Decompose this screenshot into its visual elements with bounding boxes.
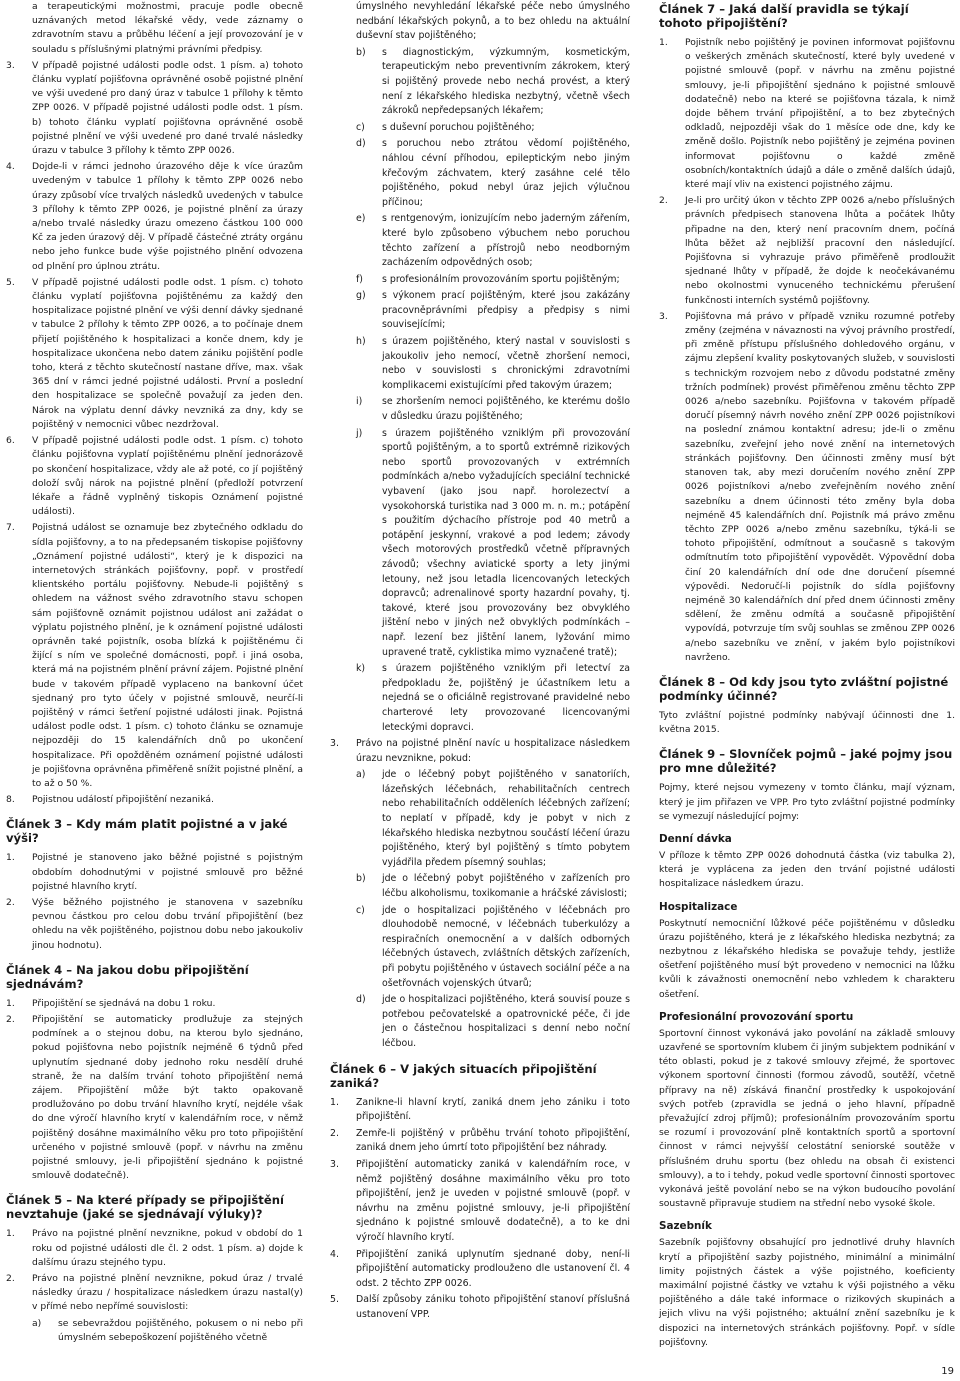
term-title: Denní dávka [659, 832, 732, 845]
sub-item [356, 121, 630, 136]
list-item-text: Pojistná událost se oznamuje bez zbytečného odkladu do sídla pojišťovny, a to na předepsaném tiskopise pojišťovny „Oznámení pojistné události“, který je k dispozici na internetových stránkách pojišťovny, popř. v prostředí klientského portálu pojišťovny. Nebude-li pojištěný s ohledem na vážnost svého zdravotního stavu schopen sám pojišťovně oznámit pojistnou událost ani zažádat o výplatu pojistného plnění, je k oznámení pojistné události oprávněn také pojistník, osoba blízká k pojištěnému či žijící s ním ve společné domácnosti, popř. i jiná osoba, která má na pojistném plnění právní zájem. Pojistné plnění bude v takovém případě vyplaceno na bankovní účet sjednaný pro tyto účely v pojistné smlouvě, neurčí-li pojištěný v rámci šetření pojistné události jinak. Pojistná událost podle odst. 1 písm. c) tohoto článku se oznamuje nejpozději do 15 kalendářních dnů po ukončení hospitalizace. Při opožděném oznámení pojistné události je pojišťovna oprávněna přiměřeně snížit pojistné plnění, a to až o 50 %. [32, 522, 303, 789]
list-item-text: Pojistník nebo pojištěný je povinen informovat pojišťovnu o veškerých změnách skutečností, které byly uvedené v pojistné smlouvě (popř. v návrhu na změnu pojistné smlouvy, je-li připojištění sjednáno k pojistné smlouvě dodatečně) nebo na které se pojišťovna tázala, k nimž dojde během trvání připojištění, a to bez zbytečných odkladů, nejpozději však do 1 měsíce ode dne, kdy ke změně došlo. Pojistník nebo pojištěný je zejména povinen informovat pojišťovnu o každé změně osobních/kontaktních údajů a dále o změně dalších údajů, které mají vliv na existenci pojistného zájmu. [685, 37, 955, 191]
sub-item-letter: i) [356, 396, 363, 408]
column-right [659, 0, 955, 1352]
list-item-text: Další způsoby zániku tohoto připojištění stanoví příslušná ustanovení VPP. [356, 1294, 630, 1320]
section-heading: Článek 6 – V jakých situacích připojištění zaniká? [330, 1061, 597, 1090]
list-item-number: 5. [6, 276, 15, 288]
paragraph: úmyslného nevyhledání lékařské péče nebo úmyslného nedbání lékařských pokynů, a to bez ohledu na aktuální duševní stav pojištěného; [356, 1, 630, 42]
sub-item [356, 46, 630, 119]
list-item [6, 793, 303, 807]
section-heading: Článek 4 – Na jakou dobu připojištění sjednávám? [6, 962, 249, 991]
list-item-number: 2. [6, 896, 15, 908]
sub-item [356, 427, 630, 661]
sub-item-text: se sebevraždou pojištěného, pokusem o ni nebo při úmyslném sebepoškození pojištěného včetně [58, 1317, 303, 1343]
sub-item-text: jde o hospitalizaci pojištěného v léčebnách pro dlouhodobě nemocné, v léčebnách tuberkulózy a respiračních onemocnění a v dalších odborných léčebných ústavech, zvláštních dětských zařízeních, při pobytu pojištěného v ústavech sociální péče a na ošetřovnách vojenských útvarů; [382, 904, 630, 989]
sub-item-letter: c) [356, 904, 365, 916]
list-item-number: 3. [659, 310, 668, 322]
list-item-text: Právo na pojistné plnění navíc u hospitalizace následkem úrazu nevznikne, pokud: [356, 738, 630, 764]
list-item [659, 310, 955, 665]
sub-item-text: s profesionálním provozováním sportu pojištěným; [382, 273, 620, 285]
sub-item [356, 273, 630, 288]
sub-item-letter: g) [356, 290, 366, 302]
sub-item-text: s úrazem pojištěného, který nastal v souvislosti s jakoukoliv jeho nemocí, včetně zhoršení nemoci, nebo v souvislosti s chronickými zdravotními komplikacemi existujícími před takovým úrazem; [382, 336, 630, 391]
sub-item-letter: j) [356, 427, 363, 439]
list-item-text: Výše běžného pojistného je stanovena v sazebníku pevnou částkou pro celou dobu trvání připojištění (bez ohledu na věk pojištěného, pojistnou dobu nebo jakoukoliv jinou hodnotu). [32, 896, 303, 951]
sub-item-text: s rentgenovým, ionizujícím nebo jaderným zářením, které bylo způsobeno výbuchem nebo poruchou těchto zařízení a přístrojů nebo neodborným zacházením odpovědných osob; [382, 213, 630, 269]
paragraph: a terapeutickými možnostmi, pracuje podle obecně uznávaných metod lékařské vědy, vede záznamy o zdravotním stavu a průběhu léčení a její provozování je v souladu s příslušnými platnými právními předpisy. [32, 1, 303, 55]
sub-item [356, 993, 630, 1051]
list-item-number: 5. [330, 1294, 339, 1306]
term-title: Sazebník [659, 1220, 712, 1233]
list-item [330, 1248, 630, 1292]
sub-item [356, 289, 630, 333]
list-item [6, 851, 303, 894]
list-item-number: 3. [330, 738, 339, 750]
list-item-text: Připojištění se automaticky prodlužuje za stejných podmínek a o stejnou dobu, na kterou bylo sjednáno, pokud pojišťovna nebo pojistník nejméně 6 týdnů před uplynutím sjednané doby jednoho roku nesdělí druhé straně, že na dalším trvání tohoto připojištění nemá zájem. Připojištění může být takto opakovaně prodlužováno po dobu trvání hlavního krytí, nejdéle však do dne výročí hlavního krytí v kalendářním roce, v němž pojištěný dosáhne maximálního věku pro toto připojištění určeného v pojistné smlouvě (popř. v návrhu na změnu pojistné smlouvy, je-li připojištění sjednáno k pojistné smlouvě dodatečně). [32, 1014, 303, 1182]
list-item-text: Právo na pojistné plnění nevznikne, pokud úraz / trvalé následky úrazu / hospitalizace následkem úrazu nastal(y) v přímé nebo nepřímé souvislosti: [32, 1273, 303, 1313]
list-item-number: 2. [659, 195, 668, 207]
list-item-number: 2. [6, 1014, 15, 1025]
list-item [6, 59, 303, 158]
list-item [659, 194, 955, 308]
sub-item-letter: d) [356, 994, 366, 1006]
list-item-number: 1. [330, 1096, 339, 1108]
list-item-number: 1. [6, 1228, 15, 1240]
section-heading: Článek 5 – Na které případy se připojištění nevztahuje (jaké se sjednávají výluky)? [6, 1193, 284, 1222]
section-heading: Článek 7 – Jaká další pravidla se týkají tohoto připojištění? [659, 2, 909, 30]
sub-item-letter: h) [356, 336, 366, 348]
sub-item-text: se zhoršením nemoci pojištěného, ke kterému došlo v důsledku úrazu pojištěného; [382, 396, 630, 423]
sub-item [32, 1317, 303, 1345]
section-heading: Článek 8 – Od kdy jsou tyto zvláštní pojistné podmínky účinné? [659, 674, 949, 703]
list-item [6, 521, 303, 791]
list-item [6, 1227, 303, 1270]
sub-item-letter: f) [356, 273, 363, 285]
term-definition: Sazebník pojišťovny obsahující pro jednotlivé druhy hlavních krytí a připojištění sazby pojistného, minimální a minimální limity pojistných částek a výše pojistného, koeficienty maximální pojistné částky ve vztahu k výši pojistného a věku pojištěného a dále také informace o rizikových skupinách a jejich vlivu na výši pojistného; aktuální znění sazebníku je k dispozici na internetových stránkách pojišťovny. Popř. v sídle pojišťovny. [659, 1237, 955, 1348]
sub-item-text: s úrazem pojištěného vzniklým při provozování sportů pojištěným, a to sportů extrémně rizikových nebo sportů provozovaných v extrémních podmínkách a/nebo vyžadujících speciální technické vybavení (jako jsou např. horolezectví a vysokohorská turistika nad 3 000 m. n. m.; potápění s použitím dýchacího přístroje pod 40 metrů a potápění jeskynní, vrakové a pod ledem; závody všech motorových prostředků včetně přípravných závodů; všechny aviatické sporty a lety jinými letouny, než jsou letadla licencovaných leteckých dopravců; adrenalinové sporty hazardní povahy, tj. takové, které jsou provozovány bez obvyklého jištění nebo v jiných než obvyklých podmínkách – např. lezení bez jištění lanem, lyžování mimo upravené tratě, cyklistika mimo vyznačené tratě); [382, 427, 630, 658]
list-item [6, 160, 303, 274]
sub-item-text: jde o léčebný pobyt pojištěného v sanatoriích, lázeňských léčebnách, rehabilitačních centrech nebo rehabilitačních odděleních léčebných zařízení; to neplatí v případě, kdy je pobyt v nich z lékařského hlediska nezbytnou součástí léčení úrazu pojištěného, který byl pojištěný s tímto pobytem vyjádřila předem písemný souhlas; [382, 769, 630, 868]
sub-item-letter: d) [356, 138, 366, 150]
term-title: Profesionální provozování sportu [659, 1010, 854, 1023]
list-item-text: Dojde-li v rámci jednoho úrazového děje k více úrazům uvedeným v tabulce 1 přílohy k těmto ZPP 0026 nebo úrazy způsobí více trvalých následků uvedených v tabulce 3 přílohy k těmto ZPP 0026, je pojistné plnění za úrazy a/nebo trvalé následky úrazu omezeno částkou 100 000 Kč za jeden úrazový děj. V případě částečné ztráty orgánu nebo jeho funkce bude výše pojistného plnění odvozena od plnění pro úplnou ztrátu. [32, 161, 303, 272]
list-item-number: 8. [6, 794, 15, 806]
list-item-text: Zanikne-li hlavní krytí, zaniká dnem jeho zániku i toto připojištění. [356, 1096, 630, 1123]
list-item-text: V případě pojistné události podle odst. 1 písm. c) tohoto článku pojišťovna vyplatí pojištěnému plnění jednorázově po skončení hospitalizace, vždy ale až poté, co jí pojištěný doloží svůj nárok na pojistné plnění (předloží potvrzení lékaře a řádně vyplněný tiskopis Oznámení pojistné události). [32, 435, 303, 518]
list-item-text: Pojistné je stanoveno jako běžné pojistné s pojistným obdobím dohodnutými v pojistné smlouvě pro běžné pojistné hlavního krytí. [32, 852, 303, 892]
list-item-text: Zemře-li pojištěný v průběhu trvání tohoto připojištění, zaniká dnem jeho úmrtí toto připojištění bez náhrady. [356, 1127, 630, 1154]
list-item-text: V případě pojistné události podle odst. 1 písm. c) tohoto článku vyplatí pojišťovna pojištěnému za každý den hospitalizace pojistné plnění ve výši denní dávky sjednané v tabulce 2 přílohy k těmto ZPP 0026, a to počínaje dnem přijetí pojištěného k hospitalizaci a konče dnem, kdy je hospitalizace ukončena nebo datem zániku pojištění podle toho, která z těchto skutečností nastane dříve, max. však 365 dní v rámci jedné pojistné události. První a poslední den hospitalizace se společně považují za jeden den. Nárok na výplatu denní dávky nevzniká za dny, kdy se pojištěný v nemocnici vůbec nezdržoval. [32, 276, 303, 430]
list-item-text: Připojištění zaniká uplynutím sjednané doby, není-li připojištění automaticky prodlouženo dle ustanovení čl. 4 odst. 2 těchto ZPP 0026. [356, 1248, 630, 1289]
sub-item-text: jde o léčebný pobyt pojištěného v zařízeních pro léčbu alkoholismu, toxikomanie a hráčské závislosti; [382, 873, 630, 900]
sub-item-letter: k) [356, 663, 366, 675]
list-item-text: V případě pojistné události podle odst. 1 písm. a) tohoto článku vyplatí pojišťovna oprávněné osobě pojistné plnění ve výši uvedené pro daný úraz v tabulce 1 přílohy k těmto ZPP 0026. V případě pojistné události podle odst. 1 písm. b) tohoto článku vyplatí pojišťovna oprávněné osobě pojistné plnění ve výši uvedené pro dané trvalé následky úrazu v tabulce 3 přílohy k těmto ZPP 0026. [32, 59, 303, 157]
list-item [330, 1127, 630, 1156]
list-item-number: 3. [330, 1158, 339, 1170]
sub-item-text: s úrazem pojištěného vzniklým při letectví za předpokladu že, pojištěný je účastníkem letu a nejedná se o oficiálně registrované pravidelné nebo charterové lety provozované licencovanými leteckými dopravci. [382, 663, 630, 733]
list-item-number: 6. [6, 435, 15, 447]
sub-item [356, 212, 630, 270]
column-left [6, 0, 303, 1347]
list-item-number: 1. [6, 852, 15, 864]
sub-item-letter: b) [356, 873, 366, 885]
sub-item [356, 335, 630, 393]
list-item [330, 1096, 630, 1125]
list-item-text: Připojištění automaticky zaniká v kalendářním roce, v němž pojištěný dosáhne maximálního věku pro toto připojištění, jenž je uveden v pojistné smlouvě (popř. v návrhu na změnu pojistné smlouvy, je-li připojištění sjednáno k pojistné smlouvě dodatečně), a to ke dni výročí hlavního krytí. [356, 1158, 630, 1243]
sub-item [356, 137, 630, 210]
section-heading: Článek 9 – Slovníček pojmů – jaké pojmy jsou pro mne důležité? [659, 747, 953, 776]
sub-item-text: s výkonem prací pojištěným, které jsou zakázány pracovněprávními předpisy a předpisy s nimi souvisejícími; [382, 290, 630, 331]
list-item-number: 2. [6, 1273, 15, 1285]
list-item-number: 2. [330, 1127, 339, 1139]
column-middle [330, 0, 630, 1324]
list-item-text: Pojišťovna má právo v případě vzniku rozumné potřeby změny (zejména v návaznosti na vývoj právního prostředí, při změně přístupu příslušného dohledového orgánu, v zájmu zlepšení kvality poskytovaných služeb, v souvislosti s technickým rozvojem nebo z důvodu podstatné změny tržních podmínek) provést přiměřenou změnu těchto ZPP 0026 a/nebo sazebníku. Pojišťovna v takovém případě doručí písemný návrh nového znění ZPP 0026 pojistníkovi na poslední známou kontaktní adresu; jde-li o změnu sazebníku, zveřejní jeho nové znění na internetových stránkách pojišťovny. Den účinnosti změny musí být stanoven tak, aby mezi doručením nového znění ZPP 0026 pojistníkovi a/nebo zveřejněním nového znění sazebníku a dnem účinnosti této změny byla doba nejméně 45 kalendářních dní. Pojistník má právo změnu těchto ZPP 0026 a/nebo změnu sazebníku, týká-li se tohoto připojištění, odmítnout a současně s takovým odmítnutím toto připojištění vypovědět. Výpovědní doba činí 20 kalendářních dní ode dne doručení písemné výpovědi. Nedoručí-li pojistník do sídla pojišťovny nejméně 30 kalendářních dní před dnem účinnosti změny sdělení, že změnu odmítá a současně připojištění vypovídá, potvrzuje tím svůj souhlas se změnou ZPP 0026 a/nebo sazebníku ve znění, v jakém bylo pojistníkovi navrženo. [685, 310, 955, 663]
list-item [659, 36, 955, 192]
sub-item-letter: a) [32, 1317, 42, 1329]
paragraph: Pojmy, které nejsou vymezeny v tomto článku, mají význam, který je jim přiřazen ve VPP. Pro tyto zvláštní pojistné podmínky se vymezují následující pojmy: [659, 782, 955, 822]
list-item [6, 276, 303, 432]
list-item [6, 997, 303, 1011]
sub-item-letter: a) [356, 769, 366, 781]
list-item [330, 737, 630, 766]
sub-item-letter: b) [356, 46, 366, 58]
list-item-text: Právo na pojistné plnění nevznikne, pokud v období do 1 roku od pojistné události dle čl. 2 odst. 1 písm. a) dojde k dalšímu úrazu stejného typu. [32, 1228, 303, 1268]
list-item-number: 4. [330, 1248, 339, 1260]
sub-item-letter: e) [356, 213, 366, 225]
sub-item [356, 662, 630, 735]
list-item-number: 7. [6, 522, 15, 534]
term-definition: Poskytnutí nemocniční lůžkové péče pojištěnému v důsledku úrazu pojištěného, která je z lékařského hlediska nezbytná; za nezbytnou z lékařského hlediska se považuje tehdy, jestliže ošetření pojištěného musí být provedeno v nemocnici na lůžku kvůli k závažnosti onemocnění nebo vzhledem k charakteru ošetření. [659, 917, 955, 1000]
list-item [6, 1013, 303, 1183]
list-item [6, 896, 303, 953]
sub-item [356, 904, 630, 992]
list-item-number: 1. [6, 997, 15, 1009]
sub-item-text: s poruchou nebo ztrátou vědomí pojištěného, náhlou cévní příhodou, epileptickým nebo jiným křečovým záchvatem, který zasáhne celé tělo pojištěného, pokud nebyl úraz jejich výlučnou příčinou; [382, 138, 630, 208]
list-item-number: 1. [659, 37, 668, 48]
term-definition: Sportovní činnost vykonává jako povolání na základě smlouvy uzavřené se sportovním klubem či jiným subjektem podnikání v této oblasti, pokud je z takové smlouvy zřejmé, že sportovec výkonem sportovní činnosti (formou závodů, soutěží, včetně přípravy na ně) získává finanční prostředky k uspokojování svých potřeb (zpravidla se jedná o jeho hlavní, případně převažující zdroj příjmů); profesionálním provozováním sportu se rozumí i provozování plně kontaktních sportů a sportovní činnost v rámci nejvyšší celostátní seniorské soutěže v příslušném druhu sportu (bez ohledu na obsah či existenci smlouvy), a to i tehdy, pokud vedle sportovní činnosti sportovec vykonává ještě povolání nebo se na výkon budoucího povolání soustavně připravuje studiem na střední nebo vysoké škole. [659, 1027, 955, 1210]
list-item [6, 434, 303, 519]
term-definition: V příloze k těmto ZPP 0026 dohodnutá částka (viz tabulka 2), která je vyplácena za jeden den trvání pojistné události hospitalizace následkem úrazu. [659, 849, 955, 890]
list-item [330, 1158, 630, 1246]
list-item-text: Pojistnou událostí připojištění nezaniká. [32, 794, 214, 806]
sub-item [356, 872, 630, 901]
sub-item-letter: c) [356, 121, 365, 133]
page-number: 19 [941, 1366, 954, 1377]
section-heading: Článek 3 – Kdy mám platit pojistné a v jaké výši? [6, 817, 288, 846]
paragraph: Tyto zvláštní pojistné podmínky nabývají účinnosti dne 1. května 2015. [659, 709, 955, 736]
list-item-text: Připojištění se sjednává na dobu 1 roku. [32, 997, 216, 1009]
list-item-text: Je-li pro určitý úkon v těchto ZPP 0026 a/nebo příslušných právních předpisech stanovena lhůta a počátek lhůty připadne na den, který není pracovním dnem, počíná lhůta běžet až nejbližší pracovní den následující. Pojišťovna si vyhrazuje právo přiměřeně prodloužit sjednané lhůty v případě, že dojde k neočekávanému nebo okolnostmi vynuceného technickému přerušení funkčnosti interních systémů pojišťovny. [685, 195, 955, 306]
list-item [6, 1272, 303, 1315]
sub-item [356, 395, 630, 424]
sub-item-text: s diagnostickým, výzkumným, kosmetickým, terapeutickým nebo preventivním zákrokem, který si pojištěný provede nebo nechá provést, a který není z lékařského hlediska nezbytný, včetně všech zákroků nepředepsaných lékařem; [382, 46, 630, 117]
sub-item-text: s duševní poruchou pojištěného; [382, 121, 535, 133]
term-title: Hospitalizace [659, 900, 738, 913]
sub-item [356, 768, 630, 870]
list-item-number: 4. [6, 161, 15, 173]
sub-item-text: jde o hospitalizaci pojištěného, která souvisí pouze s potřebou pečovatelské a opatrovnické péče, či jde jen o částečnou hospitalizaci s denní nebo noční léčbou. [382, 994, 630, 1049]
list-item-number: 3. [6, 59, 15, 71]
list-item [330, 1293, 630, 1322]
